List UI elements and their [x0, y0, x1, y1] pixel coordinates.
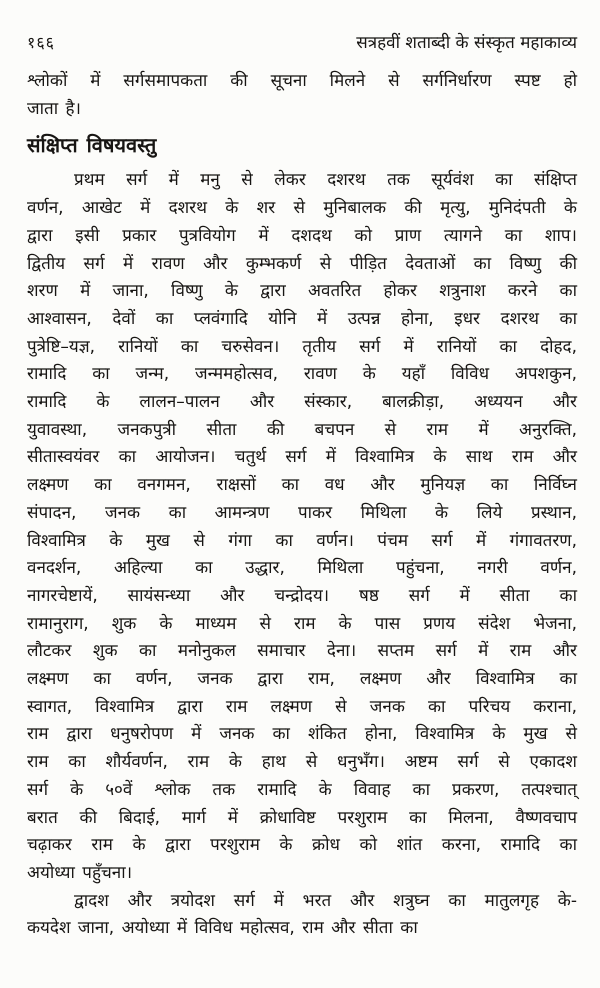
page-body [27, 68, 577, 943]
paragraph-intro [27, 68, 577, 123]
text-line: राम का शौर्यवर्णन, राम के हाथ से धनुभँग। अष्टम सर्ग से एकादश [27, 752, 577, 773]
text-line: युवावस्था, जनकपुत्री सीता की बचपन से राम में अनुरक्ति, [27, 419, 577, 440]
text-line: वनदर्शन, अहिल्या का उद्धार, मिथिला पहुंचना, नगरी वर्णन, [27, 558, 577, 579]
text-line: शरण में जाना, विष्णु के द्वारा अवतरित होकर शत्रुनाश करने का [27, 281, 577, 302]
text-line: अयोध्या पहुँचना। [27, 862, 133, 883]
paragraph-summary [27, 167, 577, 887]
text-line: विश्वामित्र के मुख से गंगा का वर्णन। पंचम सर्ग में गंगावतरण, [27, 530, 577, 551]
text-line: नागरचेष्टायें, सायंसन्ध्या और चन्द्रोदय। षष्ठ सर्ग में सीता का [27, 585, 577, 606]
text-line: कयदेश जाना, अयोध्या में विविध महोत्सव, राम और सीता का [27, 918, 418, 939]
text-line: संपादन, जनक का आमन्त्रण पाकर मिथिला के लिये प्रस्थान, [27, 502, 577, 523]
text-line: चढ़ाकर राम के द्वारा परशुराम के क्रोध को शांत करना, रामादि का [27, 835, 577, 856]
text-line: लक्ष्मण का वनगमन, राक्षसों का वध और मुनियज्ञ का निर्विघ्न [27, 475, 577, 496]
text-line: रामानुराग, शुक के माध्यम से राम के पास प्रणय संदेश भेजना, [27, 613, 577, 634]
text-line: राम द्वारा धनुषरोपण में जनक का शंकित होना, विश्वामित्र के मुख से [27, 724, 577, 745]
text-line: आश्वासन, देवों का प्लवंगादि योनि में उत्पन्न होना, इधर दशरथ का [27, 308, 577, 329]
running-title: सत्रहवीं शताब्दी के संस्कृत महाकाव्य [356, 33, 577, 53]
page-number: १६६ [27, 33, 55, 52]
text-line: वर्णन, आखेट में दशरथ के शर से मुनिबालक की मृत्यु, मुनिदंपती के [27, 198, 577, 219]
text-line: लक्ष्मण का वर्णन, जनक द्वारा राम, लक्ष्मण और विश्वामित्र का [27, 669, 577, 690]
text-line: रामादि के लालन–पालन और संस्कार, बालक्रीड़ा, अध्ययन और [27, 392, 577, 413]
text-line: रामादि का जन्म, जन्ममहोत्सव, रावण के यहाँ विविध अपशकुन, [27, 364, 577, 385]
text-line: जाता है। [27, 98, 81, 119]
text-line: द्वितीय सर्ग में रावण और कुम्भकर्ण से पीड़ित देवताओं का विष्णु की [27, 253, 577, 274]
text-line: लौटकर शुक का मनोनुकल समाचार देना। सप्तम सर्ग में राम और [27, 641, 577, 662]
text-line: द्वादश और त्रयोदश सर्ग में भरत और शत्रुघ्न का मातुलगृह के- [74, 890, 577, 911]
text-line: बरात की बिदाई, मार्ग में क्रोधाविष्ट परशुराम का मिलना, वैष्णवचाप [27, 807, 577, 828]
text-line: श्लोकों में सर्गसमापकता की सूचना मिलने से सर्गनिर्धारण स्पष्ट हो [27, 71, 577, 91]
text-line: पुत्रेष्टि–यज्ञ, रानियों का चरुसेवन। तृतीय सर्ग में रानियों का दोहद, [27, 336, 577, 357]
page-header [27, 30, 577, 53]
text-line: द्वारा इसी प्रकार पुत्रवियोग में दशदथ को प्राण त्यागने का शाप। [27, 225, 577, 246]
text-line: सर्ग के ५०वें श्लोक तक रामादि के विवाह का प्रकरण, तत्पश्चात् [27, 779, 577, 800]
text-line: स्वागत, विश्वामित्र द्वारा राम लक्ष्मण से जनक का परिचय कराना, [27, 696, 577, 717]
section-heading: संक्षिप्त विषयवस्तु [27, 133, 157, 158]
paragraph-continuation [27, 888, 577, 943]
text-line: सीतास्वयंवर का आयोजन। चतुर्थ सर्ग में विश्वामित्र के साथ राम और [27, 447, 577, 468]
text-line: प्रथम सर्ग में मनु से लेकर दशरथ तक सूर्यवंश का संक्षिप्त [74, 170, 577, 191]
